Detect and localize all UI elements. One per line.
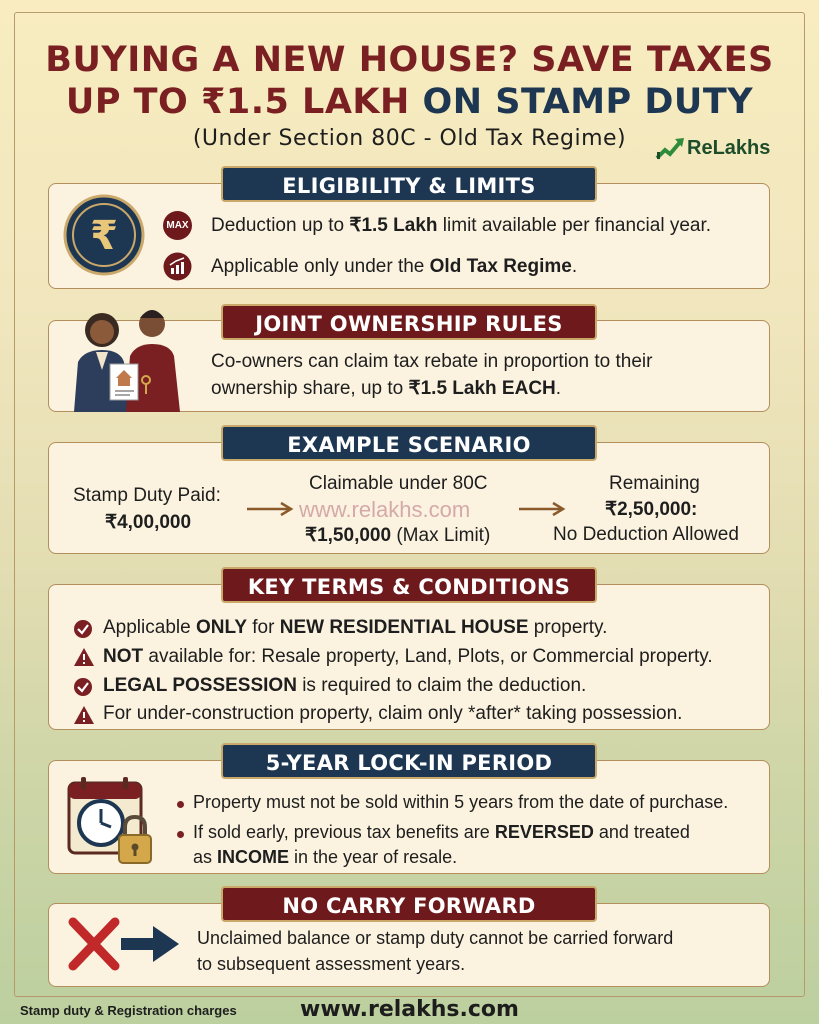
couple-owners-icon — [60, 300, 195, 412]
joint-line-2: ownership share, up to ₹1.5 Lakh EACH. — [211, 378, 562, 399]
bullet-dot-2 — [177, 831, 184, 838]
footer-url[interactable]: www.relakhs.com — [300, 997, 519, 1022]
max-badge-icon: MAX — [163, 211, 192, 240]
bullet-dot — [177, 801, 184, 808]
svg-text:₹: ₹ — [90, 213, 118, 259]
stamp-duty-paid-label: Stamp Duty Paid: — [73, 485, 221, 506]
claimable-label: Claimable under 80C — [309, 473, 488, 494]
rupee-coin-icon — [63, 194, 145, 276]
term-2: NOT available for: Resale property, Land, Plots, or Commercial property. — [103, 646, 713, 667]
joint-line-1: Co-owners can claim tax rebate in proportion to their — [211, 351, 653, 372]
warning-icon — [73, 647, 95, 667]
headline-line-1: BUYING A NEW HOUSE? SAVE TAXES — [45, 40, 774, 80]
stamp-duty-paid-value: ₹4,00,000 — [105, 512, 192, 533]
eligibility-title: ELIGIBILITY & LIMITS — [221, 166, 597, 202]
carry-forward-line-1: Unclaimed balance or stamp duty cannot be carried forward — [197, 928, 674, 948]
cross-arrow-icon — [65, 916, 187, 972]
remaining-note: No Deduction Allowed — [553, 524, 739, 545]
claimable-value: ₹1,50,000 (Max Limit) — [305, 525, 491, 546]
remaining-label: Remaining — [609, 473, 700, 494]
subtitle: (Under Section 80C - Old Tax Regime) — [192, 126, 627, 151]
term-1: Applicable ONLY for NEW RESIDENTIAL HOUSE property. — [103, 617, 608, 638]
carry-forward-title: NO CARRY FORWARD — [221, 886, 597, 922]
lock-in-bullet-1: Property must not be sold within 5 years from the date of purchase. — [193, 792, 729, 812]
chart-arrow-icon — [655, 136, 685, 160]
lock-in-title: 5-YEAR LOCK-IN PERIOD — [221, 743, 597, 779]
check-circle-icon — [73, 619, 93, 639]
footer-caption: Stamp duty & Registration charges — [20, 1003, 237, 1018]
lock-in-bullet-2-line-2: as INCOME in the year of resale. — [193, 847, 458, 867]
logo-text: ReLakhs — [687, 136, 771, 159]
headline-line-2 — [0, 82, 819, 122]
warning-icon-2 — [73, 705, 95, 725]
lock-in-bullet-2-line-1: If sold early, previous tax benefits are REVERSED and treated — [193, 822, 690, 842]
carry-forward-line-2: to subsequent assessment years. — [197, 954, 466, 974]
example-scenario-title: EXAMPLE SCENARIO — [221, 425, 597, 461]
term-3: LEGAL POSSESSION is required to claim the deduction. — [103, 675, 587, 696]
watermark-url: www.relakhs.com — [299, 497, 471, 522]
eligibility-item-1: Deduction up to ₹1.5 Lakh limit available per financial year. — [211, 215, 712, 236]
growth-chart-icon — [163, 252, 192, 281]
calendar-clock-lock-icon — [65, 775, 161, 867]
eligibility-item-2: Applicable only under the Old Tax Regime. — [211, 256, 578, 277]
joint-ownership-title: JOINT OWNERSHIP RULES — [221, 304, 597, 340]
key-terms-card — [48, 584, 770, 730]
relakhs-logo — [655, 136, 770, 160]
arrow-right-icon-2 — [517, 501, 567, 517]
check-circle-icon-2 — [73, 677, 93, 697]
key-terms-title: KEY TERMS & CONDITIONS — [221, 567, 597, 603]
remaining-value: ₹2,50,000: — [605, 499, 698, 520]
arrow-right-icon — [245, 501, 295, 517]
term-4: For under-construction property, claim only *after* taking possession. — [103, 703, 683, 724]
headline-suffix: ON STAMP DUTY — [422, 82, 754, 122]
headline-highlight: UP TO ₹1.5 LAKH — [65, 82, 410, 122]
